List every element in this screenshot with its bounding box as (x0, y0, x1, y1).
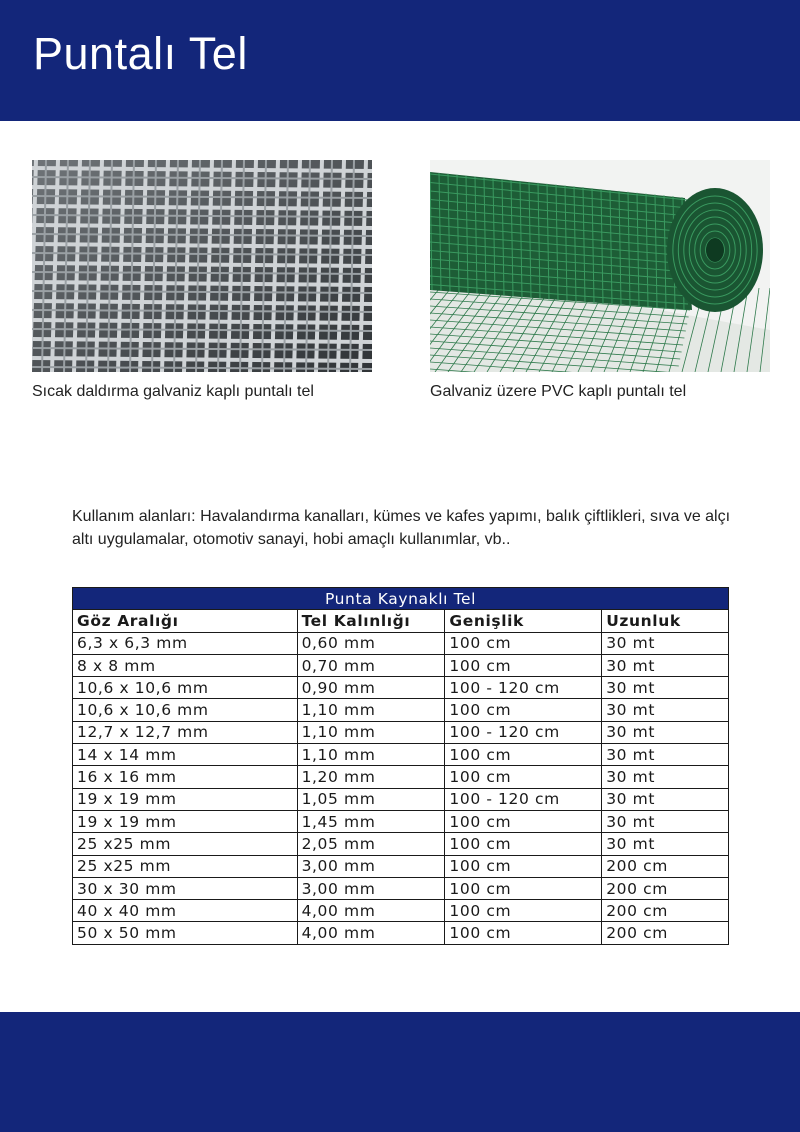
table-cell: 2,05 mm (297, 833, 445, 855)
table-row (73, 699, 729, 721)
table-cell: 1,10 mm (297, 721, 445, 743)
table-cell: 10,6 x 10,6 mm (73, 677, 298, 699)
header-band (0, 0, 800, 121)
table-cell: 30 mt (602, 632, 729, 654)
table-cell: 30 mt (602, 699, 729, 721)
table-cell: 12,7 x 12,7 mm (73, 721, 298, 743)
col-header-wire: Tel Kalınlığı (297, 610, 445, 632)
table-cell: 50 x 50 mm (73, 922, 298, 944)
table-cell: 100 cm (445, 855, 602, 877)
table-cell: 25 x25 mm (73, 855, 298, 877)
table-cell: 100 cm (445, 632, 602, 654)
spec-table (72, 587, 729, 945)
table-cell: 1,10 mm (297, 744, 445, 766)
table-cell: 30 mt (602, 766, 729, 788)
usage-text: Havalandırma kanalları, kümes ve kafes yapımı, balık çiftlikleri, sıva ve alçı altı uygulamalar, otomotiv sanayi, hobi amaçlı kullanımlar, vb.. (72, 508, 731, 548)
table-cell: 1,05 mm (297, 788, 445, 810)
table-cell: 200 cm (602, 900, 729, 922)
table-cell: 1,10 mm (297, 699, 445, 721)
table-cell: 1,45 mm (297, 810, 445, 832)
table-cell: 19 x 19 mm (73, 810, 298, 832)
table-cell: 0,60 mm (297, 632, 445, 654)
table-cell: 100 - 120 cm (445, 677, 602, 699)
pvc-mesh-roll-photo (430, 160, 770, 372)
table-cell: 200 cm (602, 922, 729, 944)
table-cell: 200 cm (602, 877, 729, 899)
table-row (73, 877, 729, 899)
table-row (73, 833, 729, 855)
footer-band (0, 1012, 800, 1132)
table-cell: 1,20 mm (297, 766, 445, 788)
caption-pvc: Galvaniz üzere PVC kaplı puntalı tel (430, 383, 687, 400)
table-cell: 4,00 mm (297, 900, 445, 922)
table-cell: 14 x 14 mm (73, 744, 298, 766)
table-cell: 3,00 mm (297, 855, 445, 877)
table-row (73, 632, 729, 654)
col-header-length: Uzunluk (602, 610, 729, 632)
table-cell: 40 x 40 mm (73, 900, 298, 922)
table-cell: 100 cm (445, 833, 602, 855)
table-cell: 16 x 16 mm (73, 766, 298, 788)
table-cell: 30 mt (602, 810, 729, 832)
page-title: Puntalı Tel (33, 28, 248, 79)
table-cell: 25 x25 mm (73, 833, 298, 855)
table-cell: 30 mt (602, 744, 729, 766)
table-cell: 100 cm (445, 654, 602, 676)
table-row (73, 855, 729, 877)
table-cell: 3,00 mm (297, 877, 445, 899)
table-cell: 100 cm (445, 766, 602, 788)
table-cell: 100 - 120 cm (445, 721, 602, 743)
col-header-mesh: Göz Aralığı (73, 610, 298, 632)
table-cell: 30 x 30 mm (73, 877, 298, 899)
table-row (73, 766, 729, 788)
galvanized-mesh-photo (32, 160, 372, 372)
table-cell: 100 cm (445, 699, 602, 721)
col-header-width: Genişlik (445, 610, 602, 632)
table-cell: 10,6 x 10,6 mm (73, 699, 298, 721)
table-cell: 30 mt (602, 677, 729, 699)
table-cell: 100 cm (445, 922, 602, 944)
table-cell: 100 cm (445, 810, 602, 832)
table-title-row (73, 588, 729, 610)
table-row (73, 810, 729, 832)
table-cell: 8 x 8 mm (73, 654, 298, 676)
caption-galvanized: Sıcak daldırma galvaniz kaplı puntalı tel (32, 383, 314, 400)
table-row (73, 654, 729, 676)
table-cell: 100 cm (445, 877, 602, 899)
table-cell: 30 mt (602, 788, 729, 810)
table-row (73, 788, 729, 810)
table-cell: 100 - 120 cm (445, 788, 602, 810)
usage-label: Kullanım alanları: (72, 508, 196, 525)
table-cell: 30 mt (602, 833, 729, 855)
table-header-row (73, 610, 729, 632)
table-cell: 200 cm (602, 855, 729, 877)
table-cell: 30 mt (602, 654, 729, 676)
table-cell: 100 cm (445, 900, 602, 922)
table-row (73, 744, 729, 766)
table-row (73, 677, 729, 699)
table-cell: 30 mt (602, 721, 729, 743)
table-title: Punta Kaynaklı Tel (73, 588, 729, 610)
usage-paragraph (72, 505, 752, 551)
table-cell: 0,70 mm (297, 654, 445, 676)
table-row (73, 721, 729, 743)
table-row (73, 900, 729, 922)
table-cell: 6,3 x 6,3 mm (73, 632, 298, 654)
table-cell: 0,90 mm (297, 677, 445, 699)
table-cell: 100 cm (445, 744, 602, 766)
table-cell: 4,00 mm (297, 922, 445, 944)
table-cell: 19 x 19 mm (73, 788, 298, 810)
table-row (73, 922, 729, 944)
